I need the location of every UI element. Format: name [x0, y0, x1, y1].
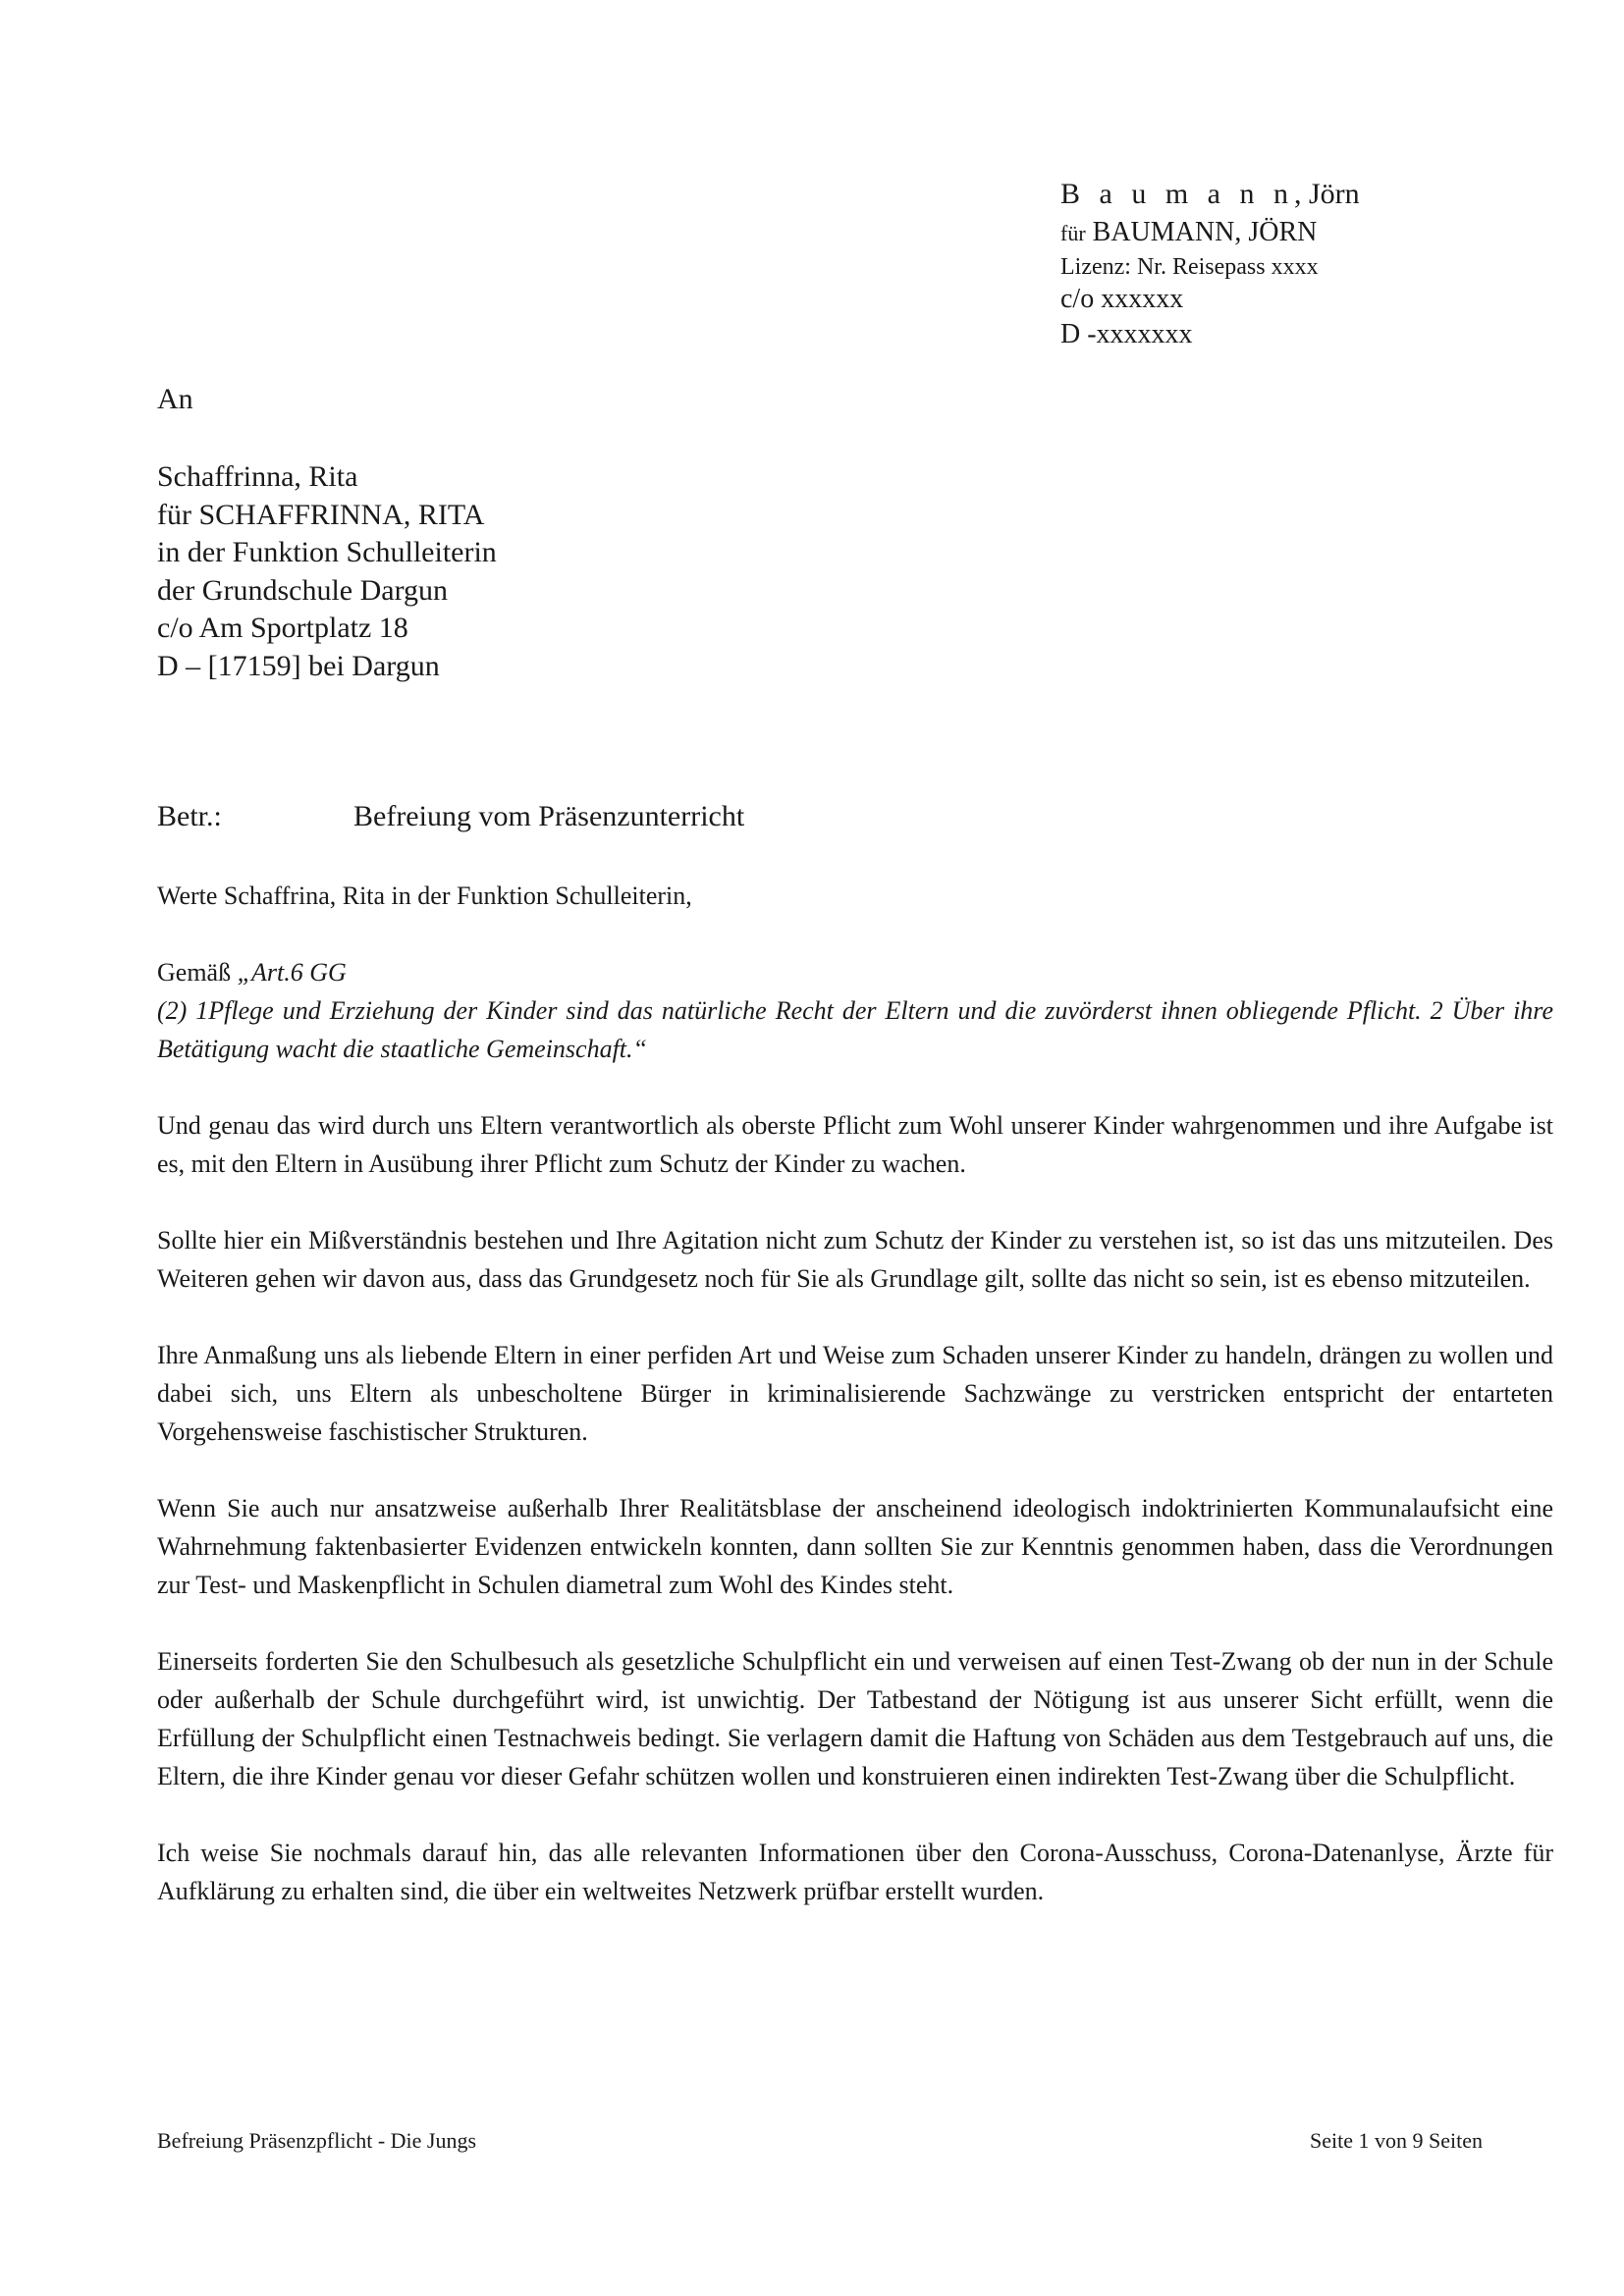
- sender-surname-spaced: B a u m a n n: [1060, 178, 1294, 210]
- page-number: Seite 1 von 9 Seiten: [1310, 2128, 1483, 2153]
- recipient-line: Schaffrinna, Rita: [157, 460, 358, 493]
- sender-co: c/o xxxxxx: [1060, 284, 1184, 315]
- body-paragraph: Und genau das wird durch uns Eltern verantwortlich als oberste Pflicht zum Wohl unserer Kinder wahrgenommen und ihre Aufgabe ist es, mit den Eltern in Ausübung ihrer Pflicht zum Schutz der Kinder zu wachen.: [157, 1111, 1553, 1178]
- letter-body: [157, 877, 1553, 1949]
- salutation: Werte Schaffrina, Rita in der Funktion Schulleiterin,: [157, 881, 692, 910]
- subject-line: [157, 800, 744, 833]
- citation-title: „Art.6 GG: [237, 958, 347, 987]
- citation-text: (2) 1Pflege und Erziehung der Kinder sind das natürliche Recht der Eltern und die zuvörderst ihnen obliegende Pflicht. 2 Über ihre Betätigung wacht die staatliche Gemeinschaft.“: [157, 996, 1553, 1063]
- recipient-line: in der Funktion Schulleiterin: [157, 536, 497, 568]
- sender-name: [1060, 177, 1360, 212]
- sender-block: [1060, 177, 1360, 351]
- body-paragraph: Ihre Anmaßung uns als liebende Eltern in einer perfiden Art und Weise zum Schaden unserer Kinder zu handeln, drängen zu wollen und dabei sich, uns Eltern als unbescholtene Bürger in kriminalisierende Sachzwänge zu verstricken entspricht der entarteten Vorgehensweise faschistischer Strukturen.: [157, 1341, 1553, 1446]
- recipient-line: c/o Am Sportplatz 18: [157, 612, 408, 644]
- recipient-block: [157, 458, 497, 685]
- footer-title: Befreiung Präsenzpflicht - Die Jungs: [157, 2128, 477, 2153]
- body-paragraph: Wenn Sie auch nur ansatzweise außerhalb Ihrer Realitätsblase der anscheinend ideologisch indoktrinierten Kommunalaufsicht eine Wahrnehmung faktenbasierter Evidenzen entwickeln konnten, dann sollten Sie zur Kenntnis genommen haben, dass die Verordnungen zur Test- und Maskenpflicht in Schulen diametral zum Wohl des Kindes steht.: [157, 1494, 1553, 1599]
- body-paragraph: Sollte hier ein Mißverständnis bestehen und Ihre Agitation nicht zum Schutz der Kinder zu verstehen ist, so ist das uns mitzuteilen. Des Weiteren gehen wir davon aus, dass das Grundgesetz noch für Sie als Grundlage gilt, sollte das nicht so sein, ist es ebenso mitzuteilen.: [157, 1226, 1553, 1293]
- body-paragraph: Ich weise Sie nochmals darauf hin, das alle relevanten Informationen über den Corona-Ausschuss, Corona-Datenanlyse, Ärzte für Aufklärung zu erhalten sind, die über ein weltweites Netzwerk prüfbar erstellt wurden.: [157, 1839, 1553, 1905]
- sender-postal: D -xxxxxxx: [1060, 318, 1193, 349]
- sender-for-line: [1060, 216, 1360, 249]
- recipient-line: D – [17159] bei Dargun: [157, 649, 440, 682]
- recipient-line: der Grundschule Dargun: [157, 573, 449, 607]
- sender-for-prefix: für: [1060, 221, 1086, 245]
- address-intro: An: [157, 383, 193, 415]
- sender-for-name: BAUMANN, JÖRN: [1092, 217, 1318, 247]
- sender-firstname: , Jörn: [1293, 178, 1360, 210]
- sender-license: Lizenz: Nr. Reisepass xxxx: [1060, 253, 1319, 280]
- body-paragraph: Einerseits forderten Sie den Schulbesuch als gesetzliche Schulpflicht ein und verweisen auf einen Test-Zwang ob der nun in der Schule oder außerhalb der Schule durchgeführt wird, ist unwichtig. Der Tatbestand der Nötigung ist aus unserer Sicht erfüllt, wenn die Erfüllung der Schulpflicht einen Testnachweis bedingt. Sie verlagern damit die Haftung von Schäden aus dem Testgebrauch auf uns, die Eltern, die ihre Kinder genau vor dieser Gefahr schützen wollen und konstruieren einen indirekten Test-Zwang über die Schulpflicht.: [157, 1647, 1553, 1790]
- citation-intro: Gemäß: [157, 958, 232, 987]
- recipient-line: für SCHAFFRINNA, RITA: [157, 498, 485, 531]
- subject-label: Betr.:: [157, 800, 222, 832]
- subject-text: Befreiung vom Präsenzunterricht: [353, 800, 745, 832]
- citation-heading: [157, 953, 1553, 991]
